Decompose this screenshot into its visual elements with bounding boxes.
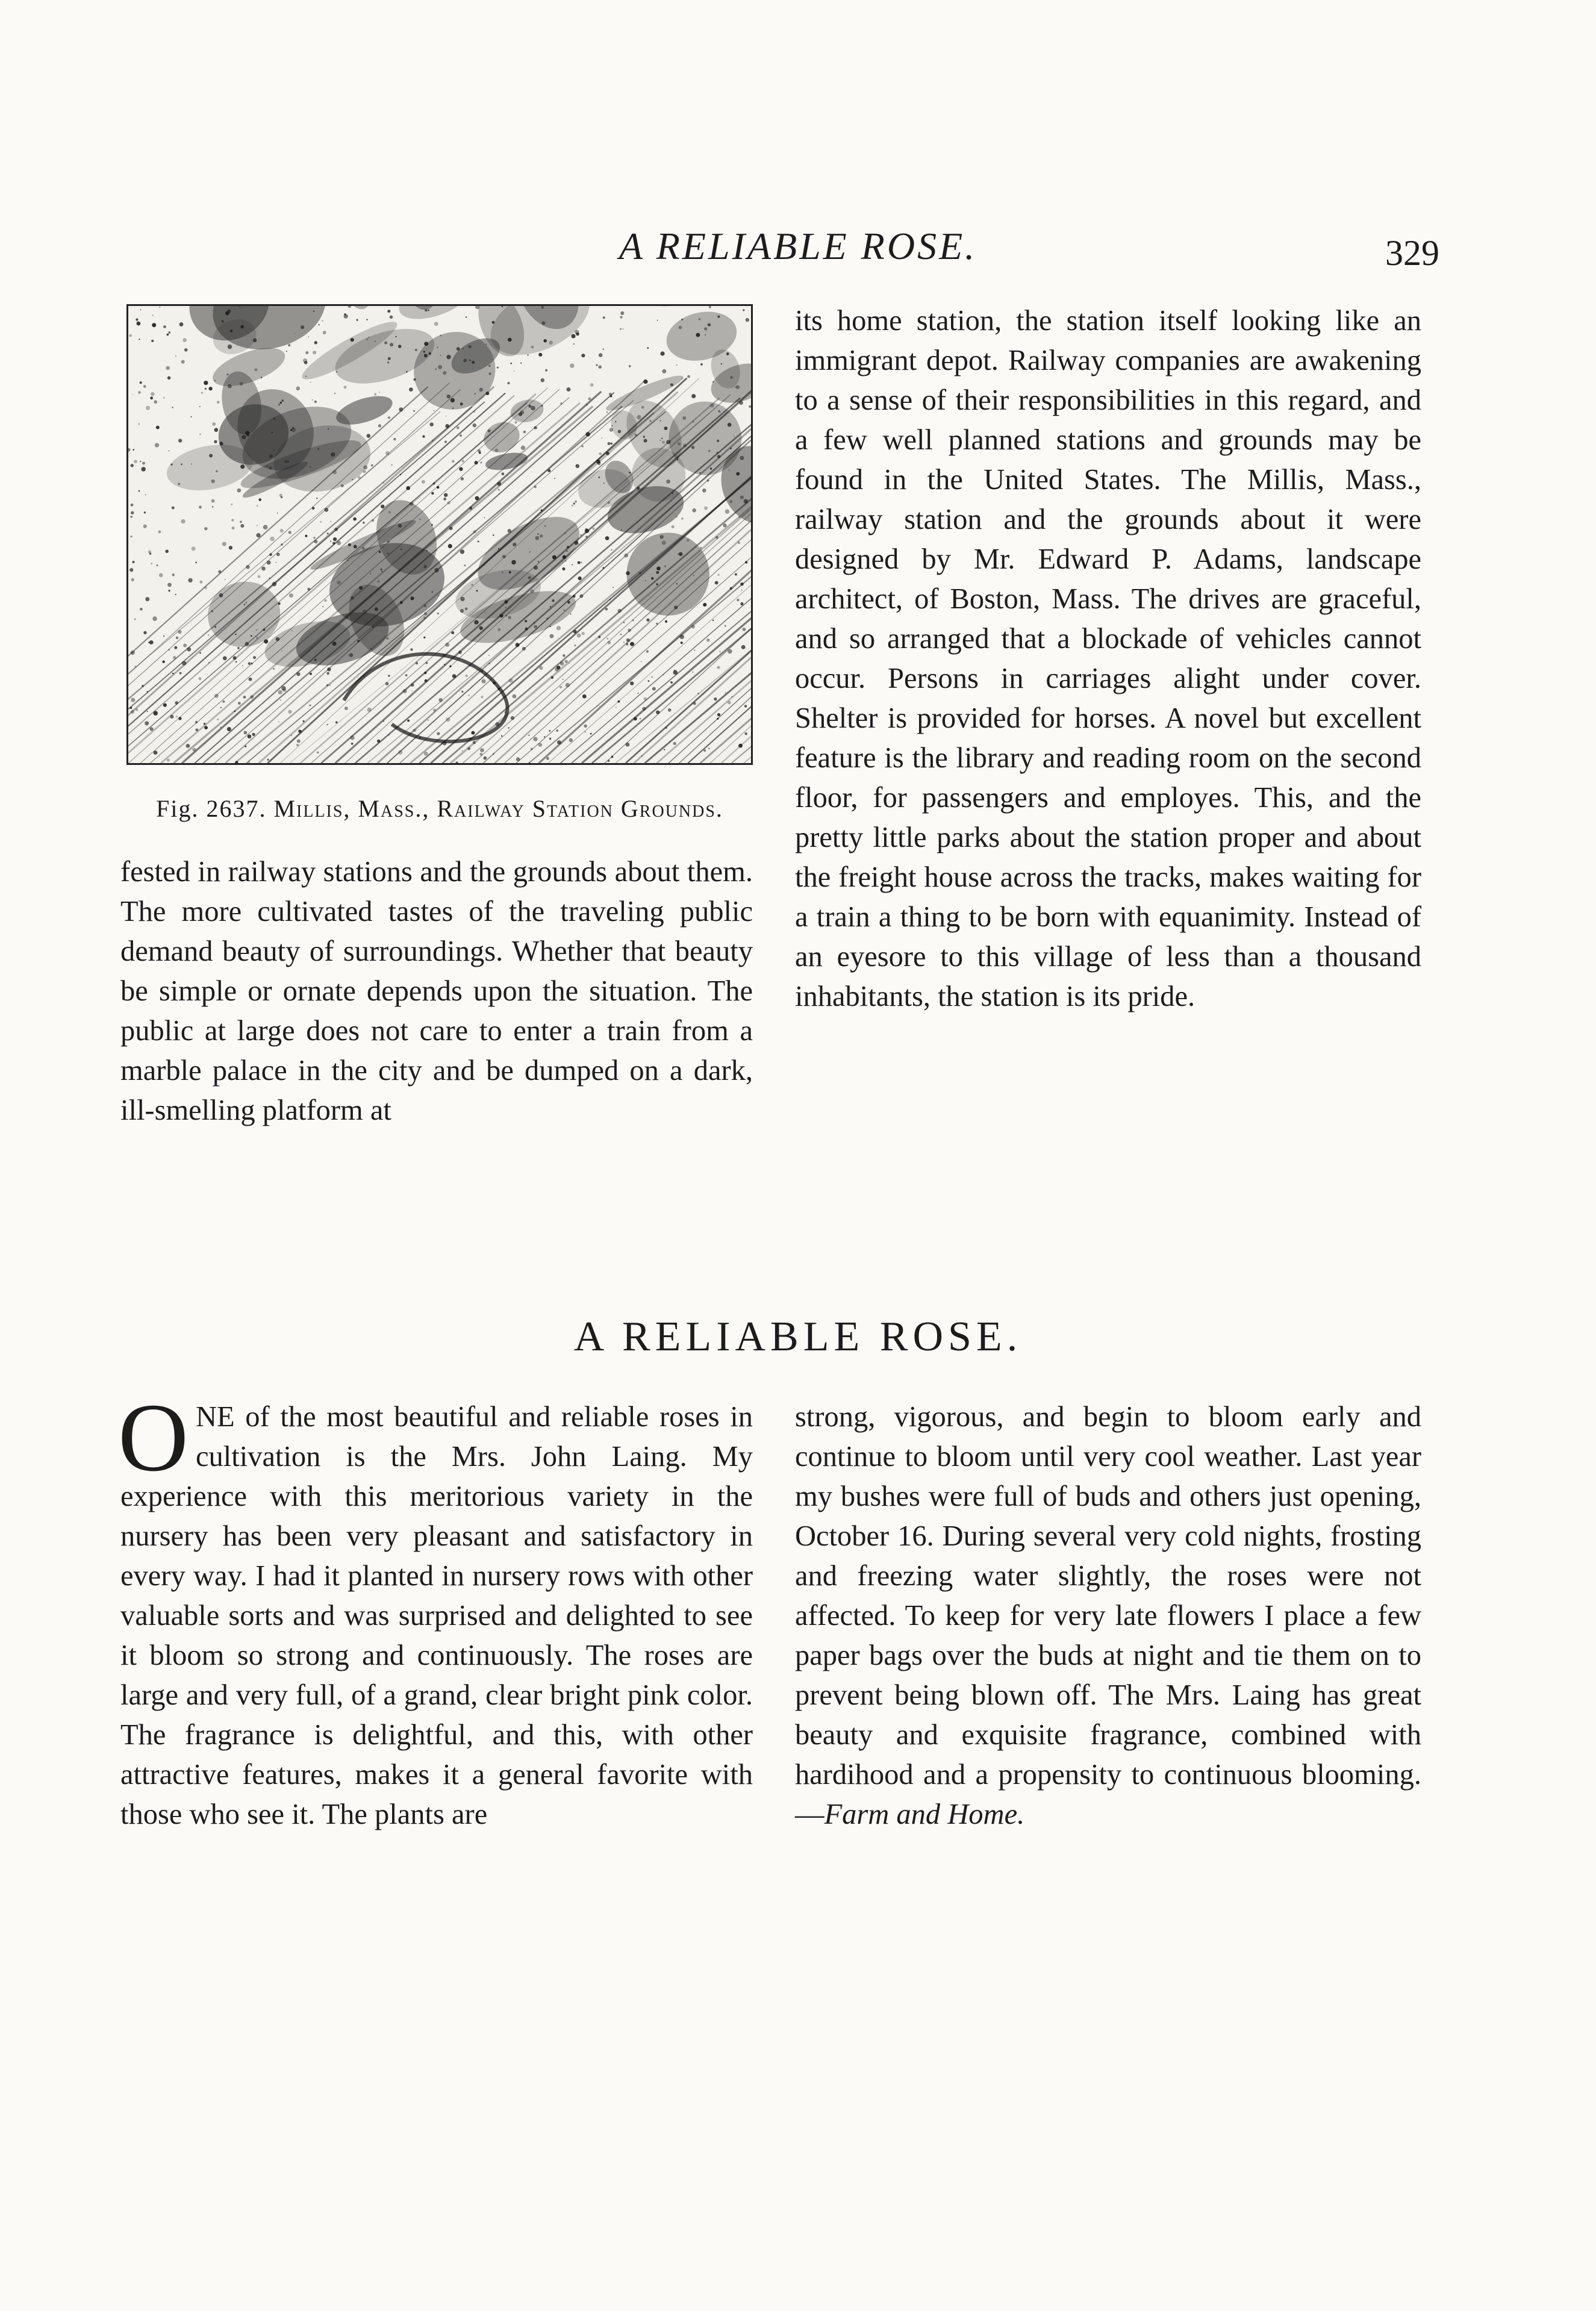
running-head: A RELIABLE ROSE. xyxy=(619,225,977,267)
article1-left-column xyxy=(120,852,753,1131)
article-title: A RELIABLE ROSE. xyxy=(573,1314,1023,1360)
article2-right-text: strong, vigorous, and begin to bloom early and continue to bloom until very cool weather. Last year my bushes were full of buds and others just opening, October 16. During several very cold nights, frosting and freezing water slightly, the roses were not affected. To keep for very late flowers I place a few paper bags over the buds at night and tie them on to prevent being blown off. The Mrs. Laing has great beauty and exquisite fragrance, combined with hardihood and a propensity to continuous blooming.— xyxy=(795,1401,1421,1830)
article2-right-column xyxy=(795,1397,1421,1835)
figure-caption xyxy=(126,794,753,824)
article2-left-column xyxy=(118,1384,753,1835)
drop-cap: O xyxy=(118,1384,189,1492)
station-grounds-figure xyxy=(126,304,753,765)
figure-number: Fig. 2637. xyxy=(156,795,267,822)
article1-left-text: fested in railway stations and the grounds about them. The more cultivated tastes of the traveling public demand beauty of surroundings. Whether that beauty be simple or ornate depends upon the situation. The public at large does not care to enter a train from a marble palace in the city and be dumped on a dark, ill-smelling platform at xyxy=(120,856,753,1126)
article1-right-text: its home station, the station itself looking like an immigrant depot. Railway companies are awakening to a sense of their responsibilities in this regard, and a few well planned stations and grounds may be found in the United States. The Millis, Mass., railway station and the grounds about it were designed by Mr. Edward P. Adams, landscape architect, of Boston, Mass. The drives are graceful, and so arranged that a blockade of vehicles cannot occur. Persons in carriages alight under cover. Shelter is provided for horses. A novel but excellent feature is the library and reading room on the second floor, for passengers and employes. This, and the pretty little parks about the station proper and about the freight house across the tracks, makes waiting for a train a thing to be born with equanimity. Instead of an eyesore to this village of less than a thousand inhabitants, the station is its pride. xyxy=(795,305,1421,1012)
article1-right-column xyxy=(795,301,1421,1017)
page-number: 329 xyxy=(1385,233,1439,273)
source-credit: Farm and Home. xyxy=(824,1798,1025,1830)
article2-first-paragraph xyxy=(118,1384,753,1835)
article2-right-paragraph xyxy=(795,1397,1421,1835)
article2-left-text: NE of the most beautiful and reliable roses in cultivation is the Mrs. John Laing. My experience with this meritorious variety in the nursery has been very pleasant and satisfactory in every way. I had it planted in nursery rows with other valuable sorts and was surprised and delighted to see it bloom so strong and continuously. The roses are large and very full, of a grand, clear bright pink color. The fragrance is delightful, and this, with other attractive features, makes it a general favorite with those who see it. The plants are xyxy=(120,1401,753,1830)
station-grounds-engraving xyxy=(128,306,751,763)
figure-title: Millis, Mass., Railway Station Grounds. xyxy=(273,795,723,822)
